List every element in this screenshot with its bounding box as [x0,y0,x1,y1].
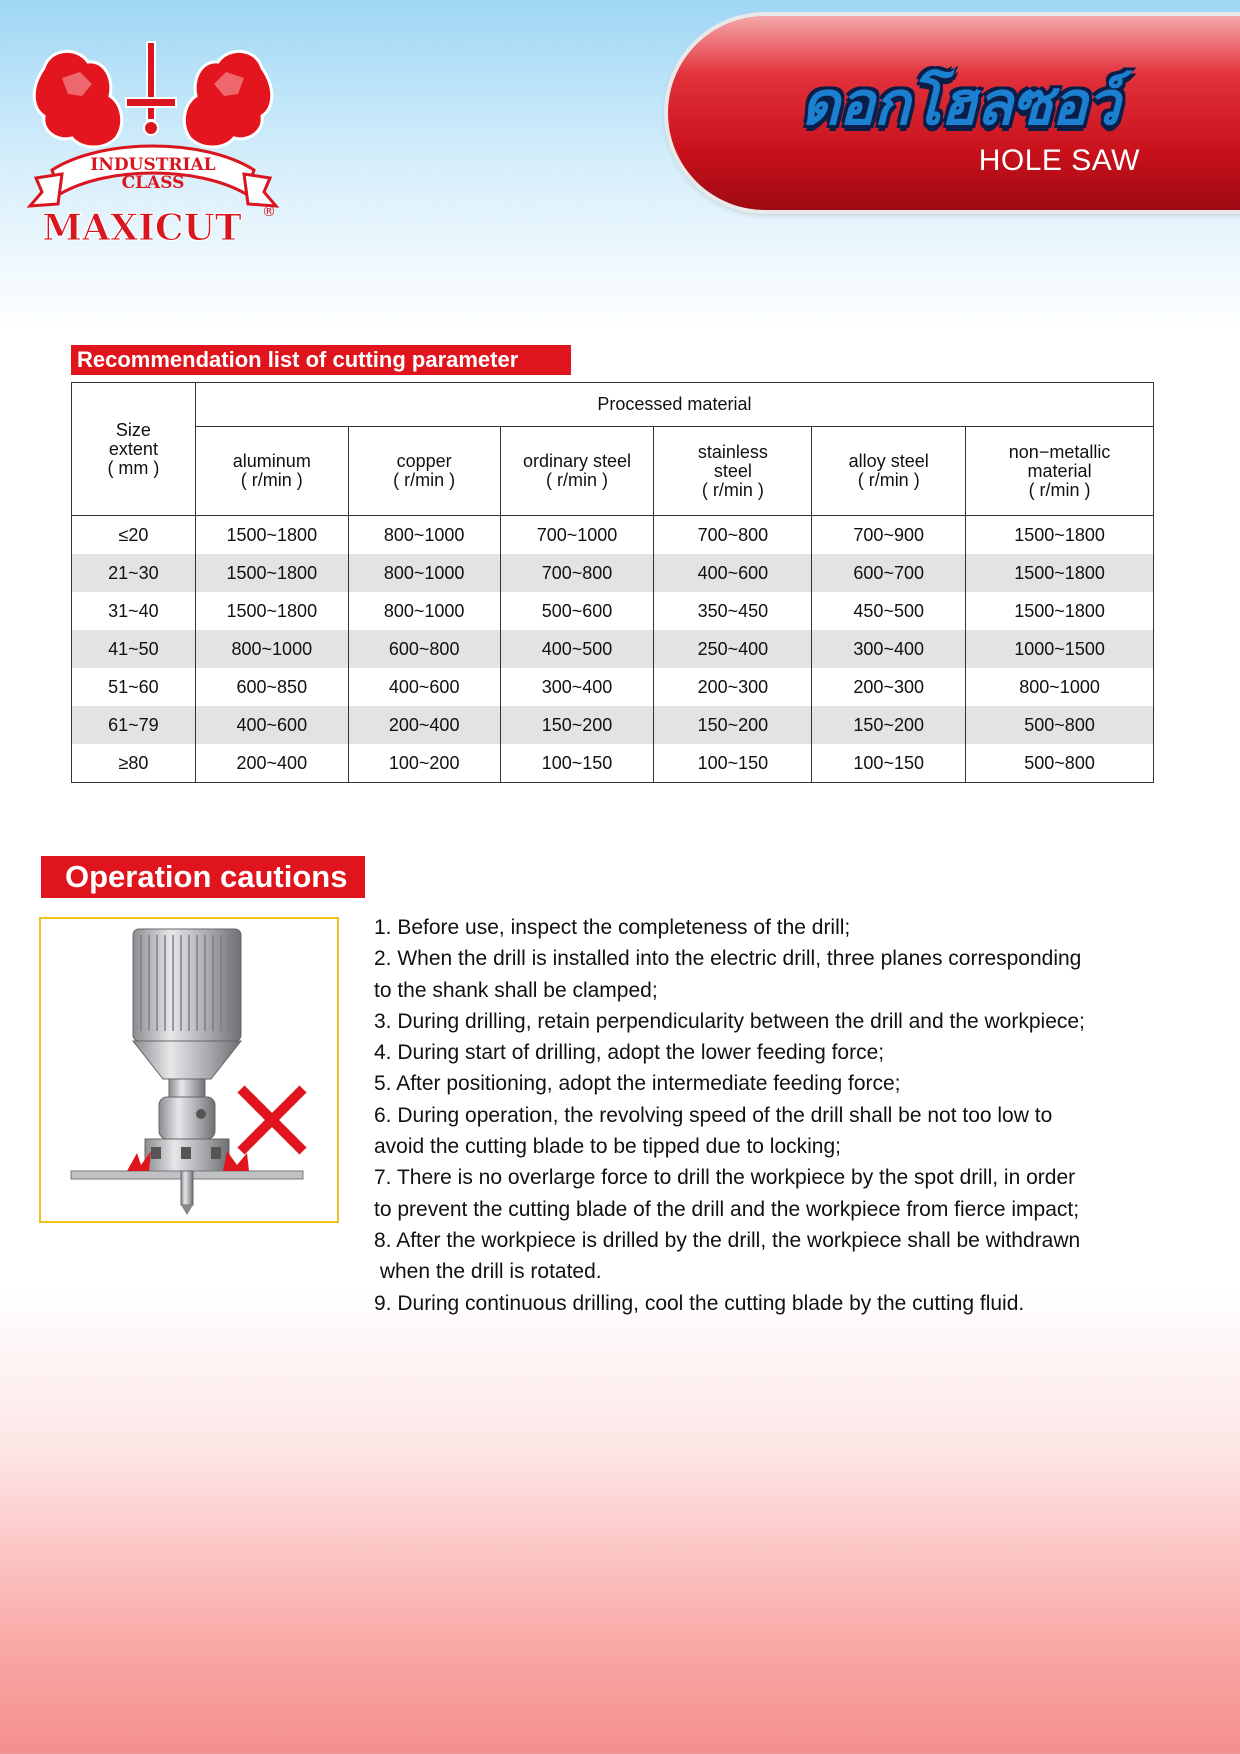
logo-line1: INDUSTRIAL [90,155,216,175]
sword-icon [126,42,176,135]
registered-mark: ® [262,204,276,220]
column-header: ordinary steel ( r/min ) [500,427,654,516]
recommendation-heading: Recommendation list of cutting parameter [71,345,571,375]
table-row [72,744,1154,783]
table-cell: 1500~1800 [195,554,348,592]
table-cell: 1500~1800 [195,516,348,555]
table-cell: 700~900 [812,516,966,555]
table-row [72,706,1154,744]
table-cell: 100~150 [500,744,654,783]
table-cell: 500~800 [966,744,1154,783]
table-cell: 150~200 [812,706,966,744]
table-cell: 200~300 [812,668,966,706]
table-cell: 600~800 [348,630,500,668]
caution-line: 6. During operation, the revolving speed of the drill shall be not too low to [374,1103,1053,1127]
table-cell: 150~200 [500,706,654,744]
table-cell: 800~1000 [966,668,1154,706]
table-row [72,630,1154,668]
table-cell: 1500~1800 [195,592,348,630]
table-cell: 21~30 [72,554,196,592]
table-cell: 700~1000 [500,516,654,555]
caution-line: 8. After the workpiece is drilled by the drill, the workpiece shall be withdrawn [374,1228,1081,1252]
logo-name: MAXICUT [42,207,242,249]
column-header: stainless steel ( r/min ) [654,427,812,516]
table-cell: 100~200 [348,744,500,783]
table-cell: 400~600 [195,706,348,744]
table-cell: 1000~1500 [966,630,1154,668]
table-cell: 150~200 [654,706,812,744]
table-cell: 100~150 [654,744,812,783]
caution-line: to the shank shall be clamped; [374,978,658,1002]
table-cell: 400~600 [654,554,812,592]
table-cell: 500~800 [966,706,1154,744]
caution-line: avoid the cutting blade to be tipped due to locking; [374,1135,842,1159]
table-cell: 300~400 [500,668,654,706]
table-row [72,668,1154,706]
table-cell: 51~60 [72,668,196,706]
lion-right-icon [184,51,271,147]
table-cell: 300~400 [812,630,966,668]
cross-icon [241,1089,303,1151]
cutting-parameter-table [71,382,1154,783]
table-cell: 800~1000 [348,554,500,592]
drill-illustration [39,917,339,1223]
caution-line: 7. There is no overlarge force to drill the workpiece by the spot drill, in order [374,1166,1076,1190]
maxicut-logo [22,38,284,260]
table-cell: 1500~1800 [966,516,1154,555]
column-header: aluminum ( r/min ) [195,427,348,516]
table-cell: ≤20 [72,516,196,555]
drill-machine-icon [41,919,337,1221]
operation-heading: Operation cautions [41,856,365,898]
caution-list [374,912,1174,1319]
table-cell: 1500~1800 [966,592,1154,630]
table-cell: 200~300 [654,668,812,706]
table-cell: 31~40 [72,592,196,630]
caution-line: 3. During drilling, retain perpendicularity between the drill and the workpiece; [374,1009,1085,1033]
table-cell: 41~50 [72,630,196,668]
table-cell: 350~450 [654,592,812,630]
table-cell: ≥80 [72,744,196,783]
caution-line: 2. When the drill is installed into the electric drill, three planes corresponding [374,947,1082,971]
table-cell: 600~700 [812,554,966,592]
caution-line: when the drill is rotated. [374,1260,602,1284]
table-cell: 700~800 [654,516,812,555]
column-header: copper ( r/min ) [348,427,500,516]
table-cell: 400~500 [500,630,654,668]
table-cell: 700~800 [500,554,654,592]
table-cell: 500~600 [500,592,654,630]
table-row [72,554,1154,592]
column-header: alloy steel ( r/min ) [812,427,966,516]
table-cell: 400~600 [348,668,500,706]
table-cell: 200~400 [348,706,500,744]
lion-left-icon [34,51,121,147]
caution-line: to prevent the cutting blade of the drill and the workpiece from fierce impact; [374,1197,1080,1221]
table-cell: 100~150 [812,744,966,783]
table-cell: 600~850 [195,668,348,706]
title-thai: ดอกโฮลซอว์ [800,69,1120,139]
table-cell: 800~1000 [348,592,500,630]
caution-line: 9. During continuous drilling, cool the cutting blade by the cutting fluid. [374,1291,1025,1315]
table-cell: 250~400 [654,630,812,668]
logo-line2: CLASS [121,173,185,193]
processed-material-header: Processed material [195,383,1153,427]
caution-line: 5. After positioning, adopt the intermediate feeding force; [374,1072,901,1096]
table-cell: 200~400 [195,744,348,783]
table-row [72,592,1154,630]
table-row [72,516,1154,555]
column-header: non−metallic material ( r/min ) [966,427,1154,516]
title-english: HOLE SAW [978,144,1140,177]
caution-line: 4. During start of drilling, adopt the lower feeding force; [374,1041,885,1065]
table-cell: 1500~1800 [966,554,1154,592]
table-cell: 800~1000 [195,630,348,668]
table-cell: 800~1000 [348,516,500,555]
caution-line: 1. Before use, inspect the completeness of the drill; [374,916,851,939]
table-cell: 61~79 [72,706,196,744]
size-header: Size extent ( mm ) [72,383,196,516]
table-cell: 450~500 [812,592,966,630]
